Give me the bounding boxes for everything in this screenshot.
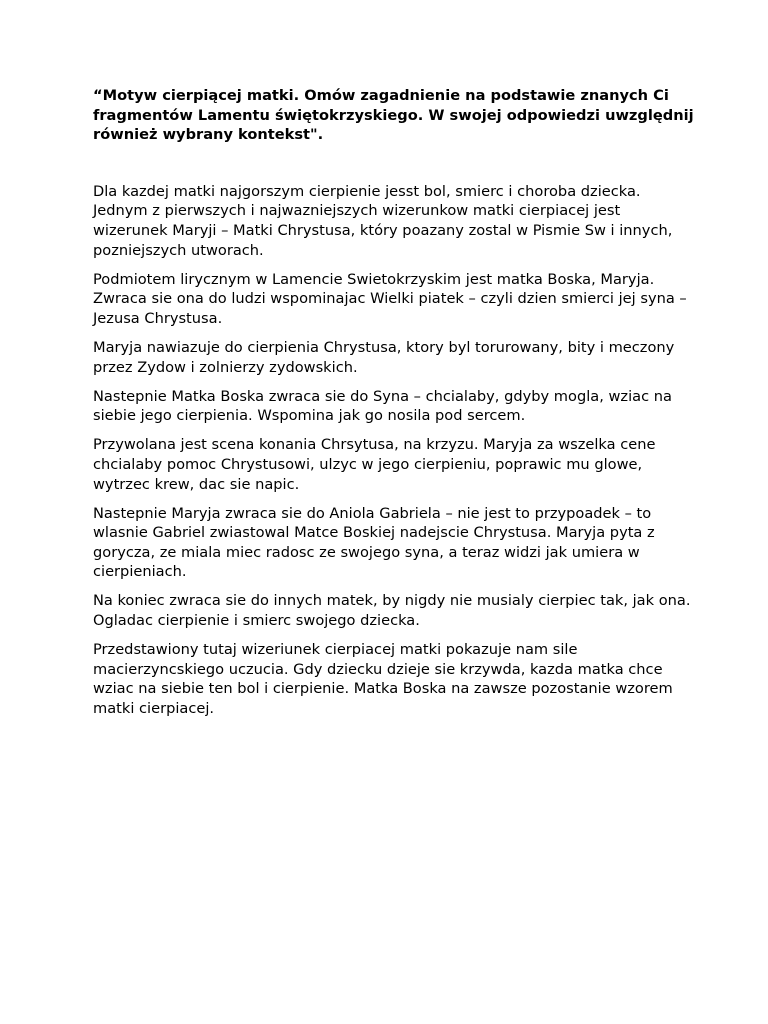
document-title: “Motyw cierpiącej matki. Omów zagadnienie na podstawie znanych Ci fragmentów Lamentu świętokrzyskiego. W swojej odpowiedzi uwzględnij również wybrany kontekst".: [93, 87, 694, 144]
paragraph-7: Na koniec zwraca sie do innych matek, by nigdy nie musialy cierpiec tak, jak ona. Ogladac cierpienie i smierc swojego dziecka.: [93, 592, 691, 630]
paragraph-4: Nastepnie Matka Boska zwraca sie do Syna – chcialaby, gdyby mogla, wziac na siebie jego cierpienia. Wspomina jak go nosila pod sercem.: [93, 387, 672, 425]
paragraph-5: Przywolana jest scena konania Chrsytusa, na krzyzu. Maryja za wszelka cene chcialaby pomoc Chrystusowi, ulzyc w jego cierpieniu, poprawic mu glowe, wytrzec krew, dac sie napic.: [93, 436, 656, 493]
paragraph-1: Dla kazdej matki najgorszym cierpienie jesst bol, smierc i choroba dziecka. Jednym z pierwszych i najwazniejszych wizerunkow matki cierpiacej jest wizerunek Maryji – Matki Chrystusa, który poazany zostal w Pismie Sw i innych, pozniejszych utworach.: [93, 182, 673, 259]
paragraph-6: Nastepnie Maryja zwraca sie do Aniola Gabriela – nie jest to przypoadek – to wlasnie Gabriel zwiastowal Matce Boskiej nadejscie Chrystusa. Maryja pyta z gorycza, ze miala miec radosc ze swojego syna, a teraz widzi jak umiera w cierpieniach.: [93, 504, 655, 581]
paragraph-2: Podmiotem lirycznym w Lamencie Swietokrzyskim jest matka Boska, Maryja. Zwraca sie ona do ludzi wspominajac Wielki piatek – czyli dzien smierci jej syna – Jezusa Chrystusa.: [93, 270, 687, 327]
paragraph-8: Przedstawiony tutaj wizeriunek cierpiacej matki pokazuje nam sile macierzyncskiego uczucia. Gdy dziecku dzieje sie krzywda, kazda matka chce wziac na siebie ten bol i cierpienie. Matka Boska na zawsze pozostanie wzorem matki cierpiacej.: [93, 641, 673, 717]
paragraph-3: Maryja nawiazuje do cierpienia Chrystusa, ktory byl torurowany, bity i meczony przez Zydow i zolnierzy zydowskich.: [93, 338, 675, 376]
